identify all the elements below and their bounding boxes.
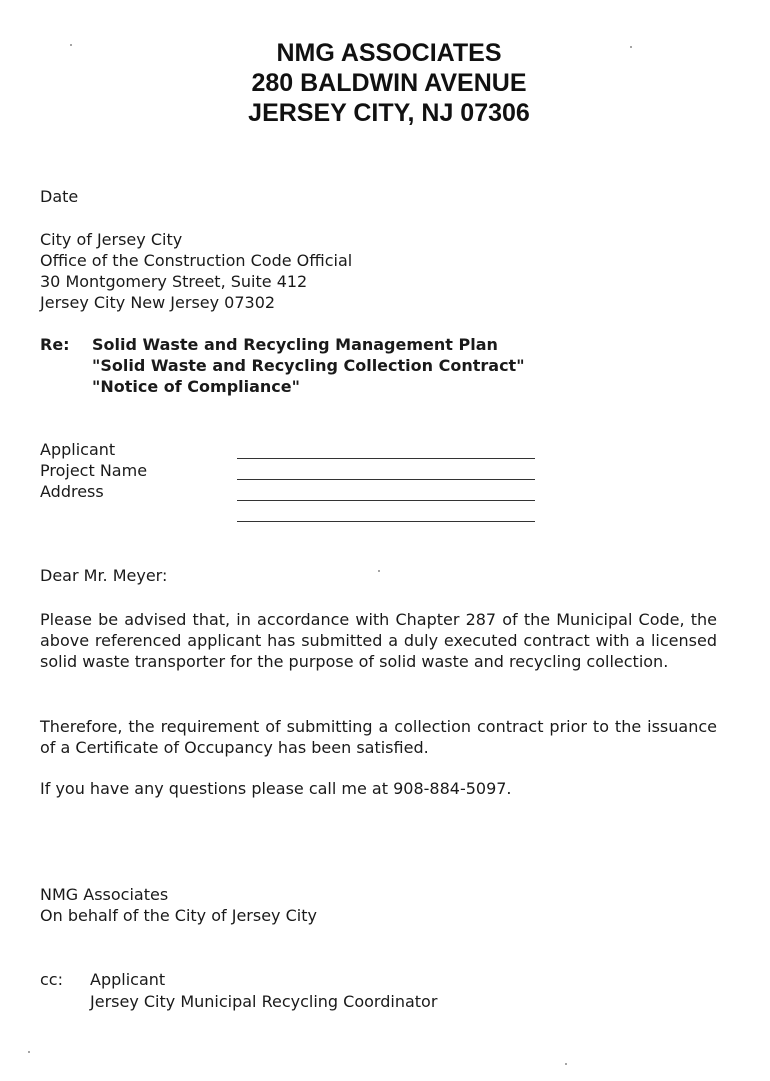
- date-label: Date: [40, 187, 79, 206]
- address-blank-line: [237, 500, 535, 501]
- applicant-label: Applicant: [40, 440, 116, 459]
- scan-speck: [28, 1051, 30, 1053]
- subject-label: Re:: [40, 335, 70, 354]
- applicant-fields: [40, 439, 147, 502]
- subject-line: Solid Waste and Recycling Management Plan: [92, 335, 498, 354]
- signature-line: NMG Associates: [40, 885, 169, 904]
- address-blank-line-2: [237, 521, 535, 522]
- signature-line: On behalf of the City of Jersey City: [40, 906, 317, 925]
- company-name: NMG ASSOCIATES: [276, 39, 502, 67]
- scan-speck: [378, 570, 380, 572]
- recipient-line: 30 Montgomery Street, Suite 412: [40, 272, 308, 291]
- signature-block: [40, 884, 317, 926]
- company-street: 280 BALDWIN AVENUE: [251, 69, 527, 97]
- project-name-blank-line: [237, 479, 535, 480]
- scan-speck: [630, 46, 632, 48]
- recipient-line: City of Jersey City: [40, 230, 183, 249]
- scan-speck: [565, 1063, 567, 1065]
- recipient-line: Jersey City New Jersey 07302: [40, 293, 276, 312]
- body-paragraph: Please be advised that, in accordance with Chapter 287 of the Municipal Code, the above referenced applicant has submitted a duly executed contract with a licensed solid waste transporter for the purpose of solid waste and recycling collection.: [40, 610, 717, 671]
- project-name-label: Project Name: [40, 461, 148, 480]
- recipient-line: Office of the Construction Code Official: [40, 251, 353, 270]
- letterhead: [0, 38, 770, 128]
- cc-label: cc:: [40, 970, 63, 989]
- cc-recipient: Applicant: [90, 970, 166, 989]
- subject-line: "Solid Waste and Recycling Collection Contract": [92, 356, 525, 375]
- address-label: Address: [40, 482, 104, 501]
- applicant-blank-line: [237, 458, 535, 459]
- cc-recipient: Jersey City Municipal Recycling Coordinator: [90, 992, 438, 1011]
- scan-speck: [70, 44, 72, 46]
- body-paragraph: If you have any questions please call me at 908-884-5097.: [40, 779, 512, 798]
- subject-line: "Notice of Compliance": [92, 377, 300, 396]
- body-paragraph: Therefore, the requirement of submitting a collection contract prior to the issuance of a Certificate of Occupancy has been satisfied.: [40, 717, 717, 757]
- recipient-address: [40, 229, 352, 313]
- company-city: JERSEY CITY, NJ 07306: [248, 99, 530, 127]
- salutation: Dear Mr. Meyer:: [40, 566, 168, 585]
